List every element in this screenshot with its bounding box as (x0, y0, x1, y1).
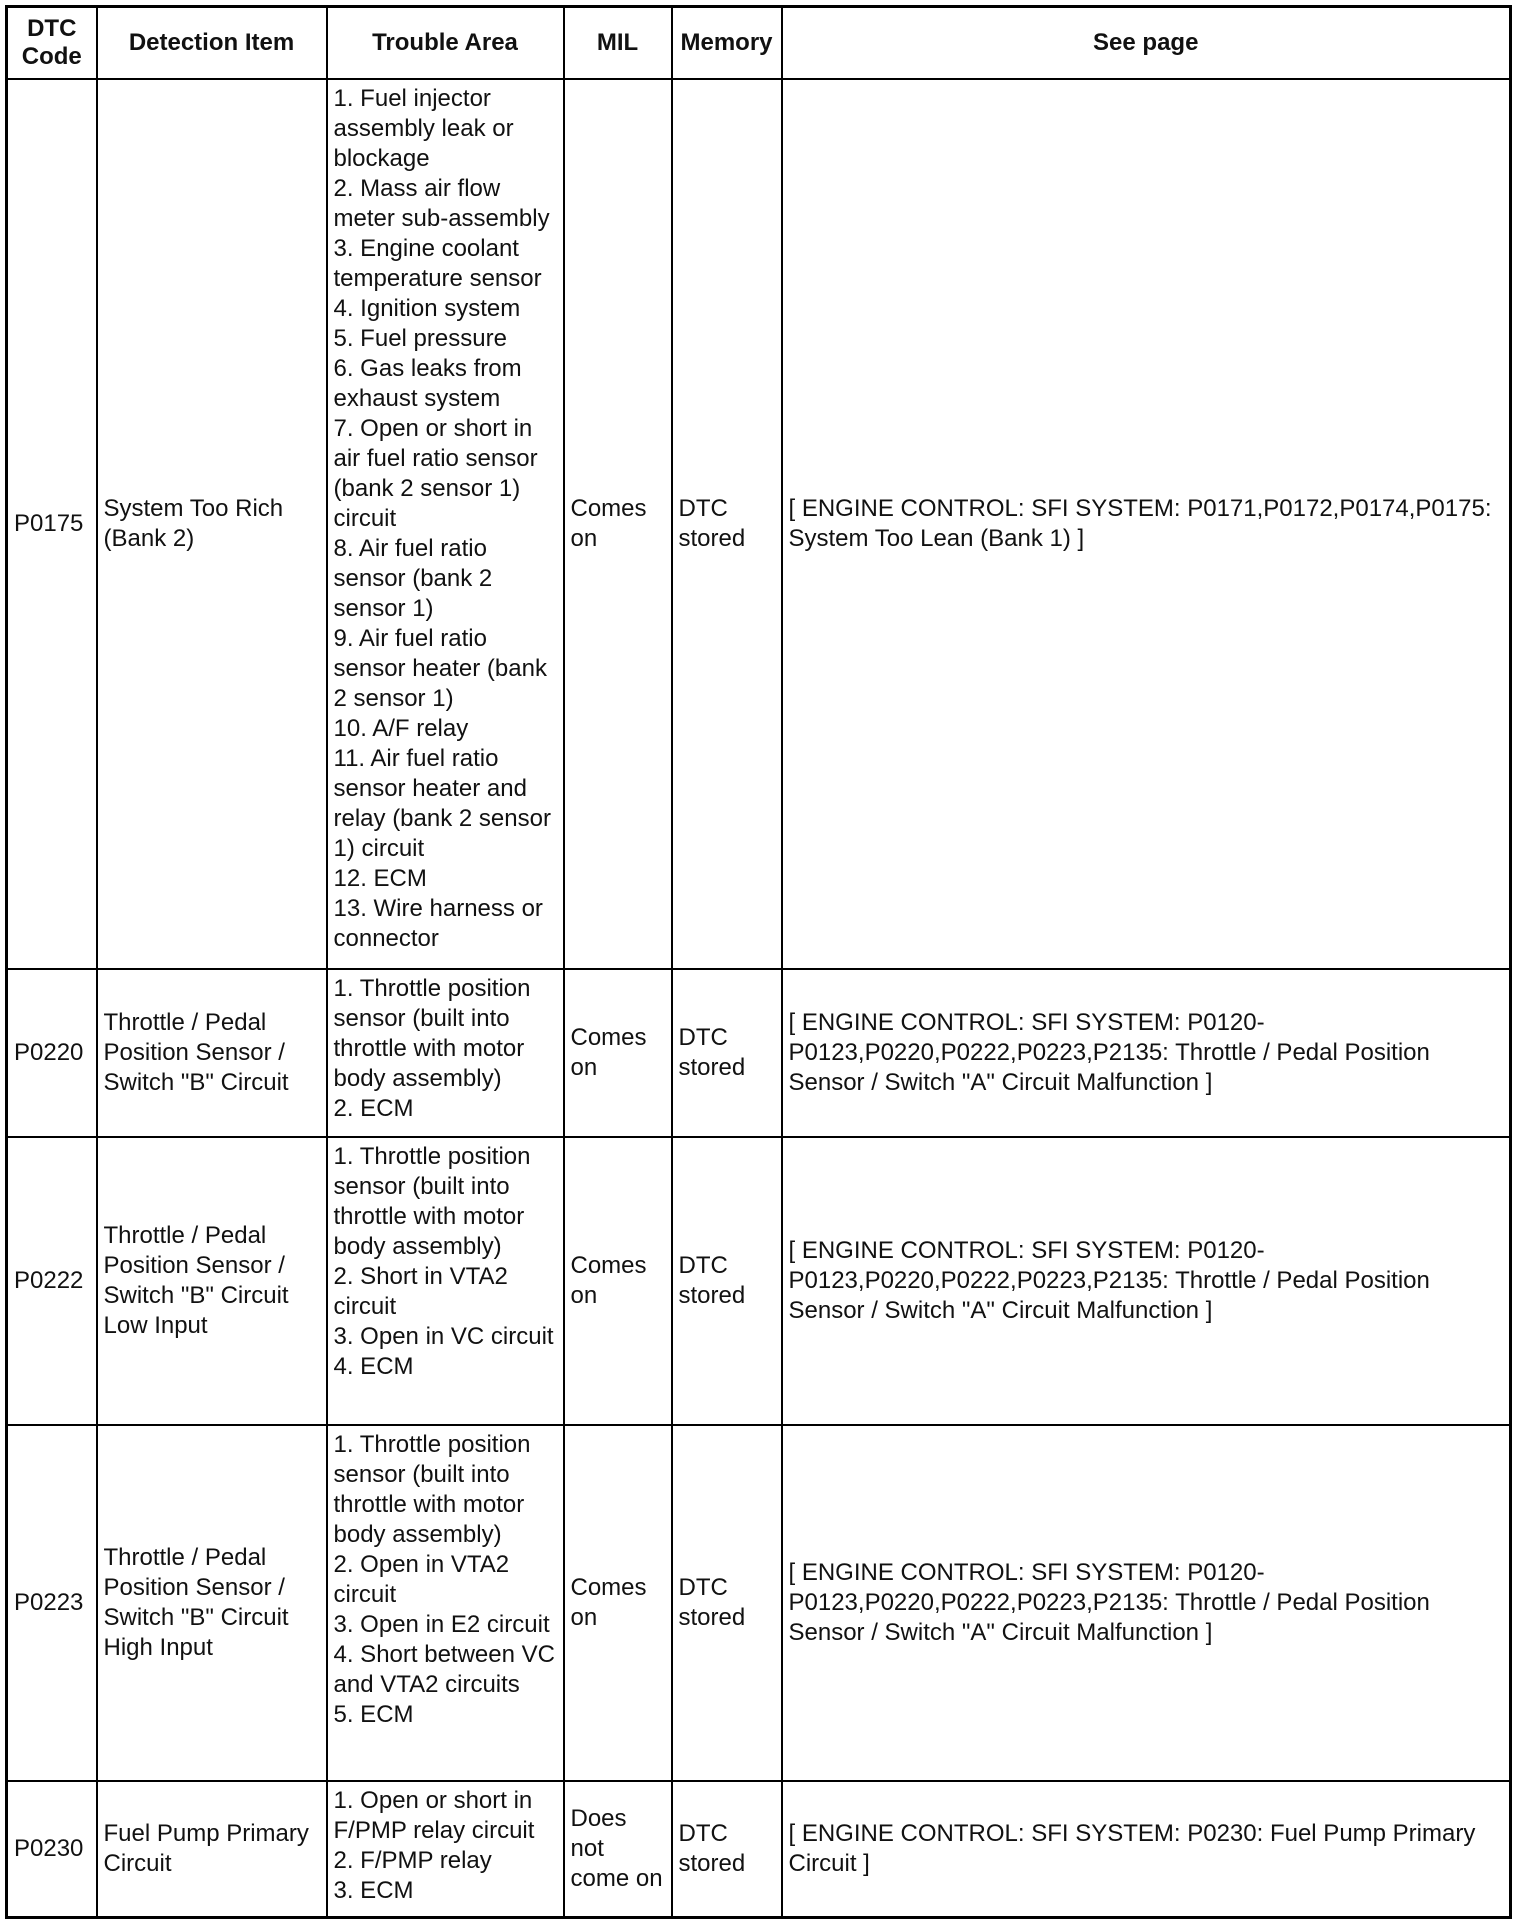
dtc-table (5, 5, 1512, 1919)
header-memory: Memory (672, 7, 782, 80)
trouble-item: 4. ECM (333, 1353, 414, 1380)
detection-item-cell: System Too Rich (Bank 2) (97, 79, 327, 969)
trouble-item: 12. ECM (333, 865, 427, 892)
trouble-item: 3. Open in E2 circuit (333, 1611, 550, 1638)
detection-item-cell: Fuel Pump Primary Circuit (97, 1781, 327, 1918)
see-page-link[interactable]: [ ENGINE CONTROL: SFI SYSTEM: P0120-P0123,P0220,P0222,P0223,P2135: Throttle / Pedal Position Sensor / Switch "A" Circuit Malfunction ] (782, 969, 1511, 1137)
detection-item-cell: Throttle / Pedal Position Sensor / Switch "B" Circuit (97, 969, 327, 1137)
trouble-item: 1. Fuel injector assembly leak or blockage (333, 85, 514, 172)
header-row (7, 7, 1511, 80)
mil-cell: Comes on (564, 1137, 672, 1425)
header-trouble-area: Trouble Area (327, 7, 564, 80)
trouble-item: 2. F/PMP relay (333, 1847, 492, 1874)
table-row (7, 969, 1511, 1137)
header-dtc-code: DTC Code (7, 7, 97, 80)
trouble-item: 10. A/F relay (333, 715, 469, 742)
detection-item-cell: Throttle / Pedal Position Sensor / Switch "B" Circuit Low Input (97, 1137, 327, 1425)
trouble-item: 8. Air fuel ratio sensor (bank 2 sensor 1) (333, 535, 493, 622)
mil-cell: Comes on (564, 79, 672, 969)
memory-cell: DTC stored (672, 1425, 782, 1781)
table-header (7, 7, 1511, 80)
dtc-table-page (5, 5, 1512, 1919)
trouble-item: 7. Open or short in air fuel ratio sensor (bank 2 sensor 1) circuit (333, 415, 538, 532)
table-row (7, 79, 1511, 969)
dtc-code-cell: P0222 (7, 1137, 97, 1425)
detection-item-cell: Throttle / Pedal Position Sensor / Switch "B" Circuit High Input (97, 1425, 327, 1781)
trouble-item: 3. ECM (333, 1877, 414, 1904)
mil-cell: Comes on (564, 969, 672, 1137)
trouble-area-cell (327, 79, 564, 969)
trouble-item: 13. Wire harness or connector (333, 895, 543, 952)
trouble-item: 3. Open in VC circuit (333, 1323, 554, 1350)
trouble-item: 1. Throttle position sensor (built into throttle with motor body assembly) (333, 1431, 531, 1548)
trouble-item: 1. Throttle position sensor (built into throttle with motor body assembly) (333, 975, 531, 1092)
dtc-code-cell: P0220 (7, 969, 97, 1137)
table-row (7, 1137, 1511, 1425)
trouble-item: 1. Throttle position sensor (built into throttle with motor body assembly) (333, 1143, 531, 1260)
table-body (7, 79, 1511, 1918)
header-detection-item: Detection Item (97, 7, 327, 80)
memory-cell: DTC stored (672, 1137, 782, 1425)
trouble-item: 6. Gas leaks from exhaust system (333, 355, 522, 412)
trouble-item: 3. Engine coolant temperature sensor (333, 235, 542, 292)
trouble-item: 2. ECM (333, 1095, 414, 1122)
trouble-item: 11. Air fuel ratio sensor heater and relay (bank 2 sensor 1) circuit (333, 745, 551, 862)
trouble-area-cell (327, 1425, 564, 1781)
see-page-link[interactable]: [ ENGINE CONTROL: SFI SYSTEM: P0171,P0172,P0174,P0175: System Too Lean (Bank 1) ] (782, 79, 1511, 969)
memory-cell: DTC stored (672, 969, 782, 1137)
memory-cell: DTC stored (672, 1781, 782, 1918)
header-mil: MIL (564, 7, 672, 80)
see-page-link[interactable]: [ ENGINE CONTROL: SFI SYSTEM: P0120-P0123,P0220,P0222,P0223,P2135: Throttle / Pedal Position Sensor / Switch "A" Circuit Malfunction ] (782, 1425, 1511, 1781)
dtc-code-cell: P0175 (7, 79, 97, 969)
memory-cell: DTC stored (672, 79, 782, 969)
see-page-link[interactable]: [ ENGINE CONTROL: SFI SYSTEM: P0120-P0123,P0220,P0222,P0223,P2135: Throttle / Pedal Position Sensor / Switch "A" Circuit Malfunction ] (782, 1137, 1511, 1425)
trouble-item: 2. Short in VTA2 circuit (333, 1263, 508, 1320)
mil-cell: Does not come on (564, 1781, 672, 1918)
trouble-item: 5. Fuel pressure (333, 325, 507, 352)
trouble-item: 2. Mass air flow meter sub-assembly (333, 175, 550, 232)
trouble-item: 4. Ignition system (333, 295, 521, 322)
trouble-item: 4. Short between VC and VTA2 circuits (333, 1641, 555, 1698)
dtc-code-cell: P0230 (7, 1781, 97, 1918)
table-row (7, 1781, 1511, 1918)
trouble-area-cell (327, 1137, 564, 1425)
trouble-area-cell (327, 969, 564, 1137)
trouble-item: 5. ECM (333, 1701, 414, 1728)
trouble-item: 9. Air fuel ratio sensor heater (bank 2 sensor 1) (333, 625, 547, 712)
trouble-area-cell (327, 1781, 564, 1918)
trouble-item: 2. Open in VTA2 circuit (333, 1551, 510, 1608)
see-page-link[interactable]: [ ENGINE CONTROL: SFI SYSTEM: P0230: Fuel Pump Primary Circuit ] (782, 1781, 1511, 1918)
table-row (7, 1425, 1511, 1781)
header-see-page: See page (782, 7, 1511, 80)
mil-cell: Comes on (564, 1425, 672, 1781)
trouble-item: 1. Open or short in F/PMP relay circuit (333, 1787, 535, 1844)
dtc-code-cell: P0223 (7, 1425, 97, 1781)
